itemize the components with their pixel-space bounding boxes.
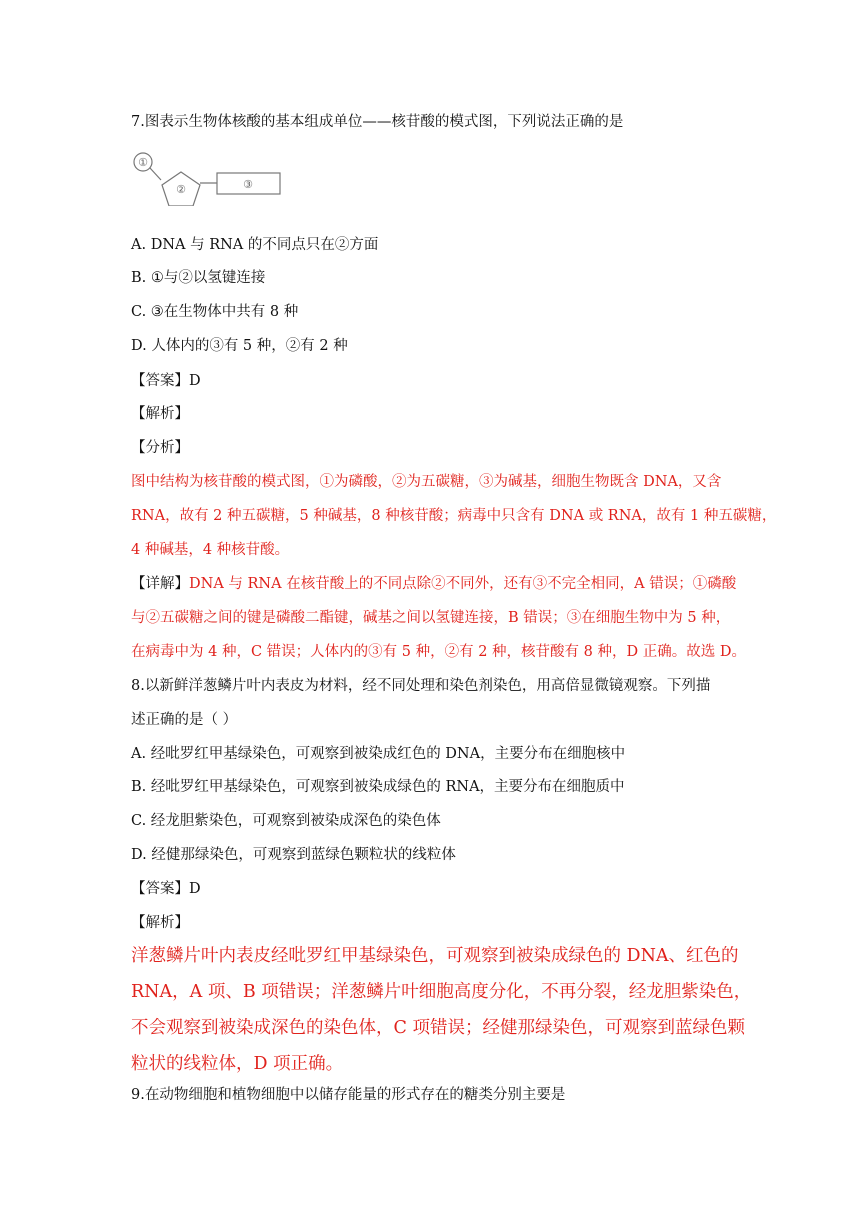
q8-option-a: A. 经吡罗红甲基绿染色，可观察到被染成红色的 DNA，主要分布在细胞核中: [131, 746, 626, 762]
q7-option-c: C. ③在生物体中共有 8 种: [131, 304, 299, 320]
q7-stem: 7.图表示生物体核酸的基本组成单位——核苷酸的模式图，下列说法正确的是: [131, 114, 624, 130]
q7-fenxi-line: RNA，故有 2 种五碳糖，5 种碱基，8 种核苷酸；病毒中只含有 DNA 或 RNA，故有 1 种五碳糖，: [131, 508, 777, 524]
diagram-label-1: ①: [138, 156, 148, 169]
q9-stem: 9.在动物细胞和植物细胞中以储存能量的形式存在的糖类分别主要是: [131, 1087, 566, 1103]
q8-option-b: B. 经吡罗红甲基绿染色，可观察到被染成绿色的 RNA，主要分布在细胞质中: [131, 779, 625, 795]
nucleotide-diagram: [131, 150, 281, 206]
q8-analysis-heading: 【解析】: [131, 915, 189, 931]
q7-analysis-heading: 【解析】: [131, 406, 189, 422]
diagram-label-3: ③: [243, 178, 253, 191]
q7-detail-first-line: [131, 574, 736, 594]
q7-fenxi-line: 图中结构为核苷酸的模式图，①为磷酸，②为五碳糖，③为碱基，细胞生物既含 DNA，又含: [131, 474, 722, 490]
phosphate-bond-line: [150, 168, 161, 180]
q8-stem-line: 8.以新鲜洋葱鳞片叶内表皮为材料，经不同处理和染色剂染色，用高倍显微镜观察。下列描: [131, 678, 711, 694]
q8-analysis-line: RNA，A 项、B 项错误；洋葱鳞片叶细胞高度分化，不再分裂，经龙胆紫染色，: [131, 982, 752, 1002]
q7-option-a: A. DNA 与 RNA 的不同点只在②方面: [131, 237, 379, 253]
q7-detail-text: DNA 与 RNA 在核苷酸上的不同点除②不同外，还有③不完全相同，A 错误；①磷酸: [189, 576, 737, 592]
diagram-label-2: ②: [176, 183, 186, 196]
q8-analysis-line: 不会观察到被染成深色的染色体，C 项错误；经健那绿染色，可观察到蓝绿色颗: [131, 1018, 745, 1038]
q7-option-d: D. 人体内的③有 5 种，②有 2 种: [131, 338, 348, 354]
q7-fenxi-heading: 【分析】: [131, 440, 189, 456]
q7-detail-line: 在病毒中为 4 种，C 错误；人体内的③有 5 种，②有 2 种，核苷酸有 8 种，D 正确。故选 D。: [131, 644, 746, 660]
q8-option-c: C. 经龙胆紫染色，可观察到被染成深色的染色体: [131, 813, 441, 829]
q7-answer: 【答案】D: [131, 373, 201, 389]
q8-analysis-line: 粒状的线粒体，D 项正确。: [131, 1054, 344, 1074]
q7-option-b: B. ①与②以氢键连接: [131, 270, 266, 286]
q7-detail-line: 与②五碳糖之间的键是磷酸二酯键，碱基之间以氢键连接，B 错误；③在细胞生物中为 5 种，: [131, 610, 731, 626]
q8-answer: 【答案】D: [131, 881, 201, 897]
q8-stem-line: 述正确的是（ ）: [131, 712, 238, 728]
q7-fenxi-line: 4 种碱基，4 种核苷酸。: [131, 542, 290, 558]
q7-detail-label: 【详解】: [131, 576, 189, 592]
q8-option-d: D. 经健那绿染色，可观察到蓝绿色颗粒状的线粒体: [131, 847, 456, 863]
q8-analysis-line: 洋葱鳞片叶内表皮经吡罗红甲基绿染色，可观察到被染成绿色的 DNA、红色的: [131, 946, 739, 966]
